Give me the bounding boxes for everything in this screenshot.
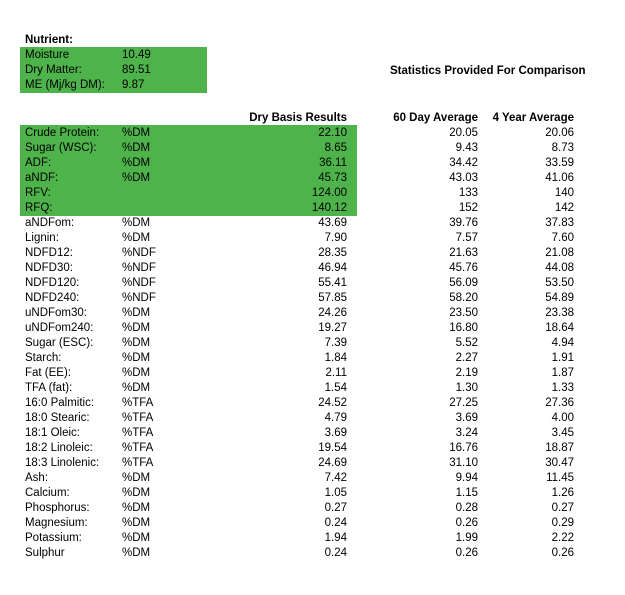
row-4-year-value: 4.00: [551, 412, 574, 424]
row-nutrient-name: 18:2 Linoleic:: [25, 442, 93, 454]
summary-label: Moisture: [25, 49, 70, 61]
row-unit: %DM: [122, 157, 151, 169]
row-dry-basis-value: 1.84: [324, 352, 347, 364]
row-4-year-value: 18.64: [545, 322, 574, 334]
row-nutrient-name: RFQ:: [25, 202, 53, 214]
row-4-year-value: 1.33: [551, 382, 574, 394]
row-4-year-value: 37.83: [545, 217, 574, 229]
row-dry-basis-value: 46.94: [318, 262, 347, 274]
row-60-day-value: 9.94: [455, 472, 478, 484]
row-nutrient-name: Phosphorus:: [25, 502, 90, 514]
row-60-day-value: 43.03: [449, 172, 478, 184]
summary-value: 10.49: [122, 49, 151, 61]
row-nutrient-name: Calcium:: [25, 487, 70, 499]
row-unit: %DM: [122, 217, 151, 229]
row-unit: %NDF: [122, 277, 156, 289]
row-nutrient-name: 18:1 Oleic:: [25, 427, 80, 439]
col-header-60-day: 60 Day Average: [393, 112, 478, 124]
row-dry-basis-value: 19.54: [318, 442, 347, 454]
row-dry-basis-value: 36.11: [319, 157, 347, 169]
row-60-day-value: 1.15: [455, 487, 478, 499]
row-unit: %DM: [122, 517, 151, 529]
row-dry-basis-value: 1.54: [324, 382, 347, 394]
row-dry-basis-value: 19.27: [318, 322, 347, 334]
row-4-year-value: 4.94: [551, 337, 574, 349]
row-nutrient-name: Sugar (ESC):: [25, 337, 94, 349]
row-nutrient-name: Starch:: [25, 352, 62, 364]
row-unit: %DM: [122, 352, 151, 364]
row-nutrient-name: Lignin:: [25, 232, 59, 244]
row-dry-basis-value: 24.26: [318, 307, 347, 319]
row-60-day-value: 23.50: [449, 307, 478, 319]
row-unit: %DM: [122, 502, 151, 514]
row-nutrient-name: uNDFom240:: [25, 322, 94, 334]
row-unit: %NDF: [122, 262, 156, 274]
row-60-day-value: 1.99: [455, 532, 478, 544]
row-60-day-value: 45.76: [449, 262, 478, 274]
summary-label: ME (Mj/kg DM):: [25, 79, 105, 91]
row-dry-basis-value: 57.85: [318, 292, 347, 304]
row-4-year-value: 140: [554, 187, 574, 199]
row-nutrient-name: NDFD12:: [25, 247, 73, 259]
row-unit: %DM: [122, 487, 151, 499]
row-4-year-value: 0.29: [551, 517, 574, 529]
row-unit: %NDF: [122, 247, 156, 259]
row-nutrient-name: Ash:: [25, 472, 49, 484]
row-nutrient-name: uNDFom30:: [25, 307, 87, 319]
row-nutrient-name: Crude Protein:: [25, 127, 100, 139]
row-unit: %TFA: [122, 412, 154, 424]
row-dry-basis-value: 2.11: [325, 367, 347, 379]
row-60-day-value: 27.25: [449, 397, 478, 409]
stats-title: Statistics Provided For Comparison: [390, 65, 586, 77]
row-dry-basis-value: 3.69: [324, 427, 347, 439]
col-header-dry-basis: Dry Basis Results: [249, 112, 347, 124]
row-nutrient-name: NDFD240:: [25, 292, 80, 304]
row-unit: %NDF: [122, 292, 156, 304]
row-4-year-value: 142: [554, 202, 574, 214]
row-60-day-value: 21.63: [449, 247, 478, 259]
row-unit: %DM: [122, 232, 151, 244]
row-60-day-value: 0.26: [455, 547, 478, 559]
row-4-year-value: 21.08: [545, 247, 574, 259]
row-4-year-value: 0.26: [551, 547, 574, 559]
row-4-year-value: 2.22: [551, 532, 574, 544]
row-60-day-value: 16.80: [449, 322, 478, 334]
row-nutrient-name: TFA (fat):: [25, 382, 73, 394]
row-4-year-value: 33.59: [545, 157, 574, 169]
row-dry-basis-value: 24.69: [318, 457, 347, 469]
row-4-year-value: 27.36: [545, 397, 574, 409]
row-60-day-value: 0.26: [455, 517, 478, 529]
row-nutrient-name: NDFD120:: [25, 277, 80, 289]
row-4-year-value: 0.27: [551, 502, 574, 514]
row-nutrient-name: 18:0 Stearic:: [25, 412, 90, 424]
row-60-day-value: 20.05: [449, 127, 478, 139]
row-unit: %DM: [122, 127, 151, 139]
row-dry-basis-value: 28.35: [318, 247, 347, 259]
row-60-day-value: 3.69: [455, 412, 478, 424]
row-4-year-value: 53.50: [545, 277, 574, 289]
row-60-day-value: 2.19: [455, 367, 478, 379]
row-dry-basis-value: 7.90: [324, 232, 347, 244]
row-unit: %DM: [122, 322, 151, 334]
row-nutrient-name: NDFD30:: [25, 262, 73, 274]
row-dry-basis-value: 1.94: [324, 532, 347, 544]
row-60-day-value: 133: [458, 187, 478, 199]
row-4-year-value: 23.38: [545, 307, 574, 319]
row-60-day-value: 3.24: [455, 427, 478, 439]
row-nutrient-name: aNDFom:: [25, 217, 75, 229]
summary-value: 89.51: [122, 64, 151, 76]
row-4-year-value: 3.45: [551, 427, 574, 439]
row-dry-basis-value: 7.42: [324, 472, 347, 484]
row-unit: %DM: [122, 337, 151, 349]
row-unit: %TFA: [122, 442, 154, 454]
row-4-year-value: 1.26: [551, 487, 574, 499]
row-4-year-value: 1.87: [551, 367, 574, 379]
row-60-day-value: 1.30: [455, 382, 478, 394]
row-nutrient-name: Fat (EE):: [25, 367, 72, 379]
row-60-day-value: 31.10: [449, 457, 478, 469]
row-nutrient-name: 18:3 Linolenic:: [25, 457, 100, 469]
row-dry-basis-value: 45.73: [318, 172, 347, 184]
row-unit: %DM: [122, 307, 151, 319]
col-header-4-year: 4 Year Average: [492, 112, 574, 124]
row-dry-basis-value: 124.00: [311, 187, 347, 199]
row-unit: %TFA: [122, 397, 154, 409]
row-dry-basis-value: 0.27: [324, 502, 347, 514]
row-nutrient-name: ADF:: [25, 157, 52, 169]
row-60-day-value: 152: [458, 202, 478, 214]
row-nutrient-name: aNDF:: [25, 172, 59, 184]
row-dry-basis-value: 7.39: [324, 337, 347, 349]
row-dry-basis-value: 8.65: [324, 142, 347, 154]
row-4-year-value: 30.47: [545, 457, 574, 469]
row-dry-basis-value: 4.79: [324, 412, 347, 424]
row-60-day-value: 5.52: [455, 337, 478, 349]
row-60-day-value: 7.57: [455, 232, 478, 244]
row-60-day-value: 0.28: [455, 502, 478, 514]
row-4-year-value: 18.87: [545, 442, 574, 454]
row-nutrient-name: Sulphur: [25, 547, 65, 559]
row-dry-basis-value: 43.69: [318, 217, 347, 229]
row-60-day-value: 58.20: [449, 292, 478, 304]
row-nutrient-name: 16:0 Palmitic:: [25, 397, 95, 409]
row-dry-basis-value: 24.52: [318, 397, 347, 409]
row-nutrient-name: Sugar (WSC):: [25, 142, 97, 154]
row-dry-basis-value: 1.05: [324, 487, 347, 499]
row-unit: %TFA: [122, 427, 154, 439]
row-60-day-value: 39.76: [449, 217, 478, 229]
row-4-year-value: 20.06: [545, 127, 574, 139]
row-unit: %DM: [122, 532, 151, 544]
row-unit: %DM: [122, 547, 151, 559]
row-dry-basis-value: 22.10: [318, 127, 347, 139]
row-60-day-value: 9.43: [455, 142, 478, 154]
row-nutrient-name: Potassium:: [25, 532, 82, 544]
row-unit: %DM: [122, 472, 151, 484]
nutrient-title: Nutrient:: [25, 34, 73, 46]
row-unit: %DM: [122, 172, 151, 184]
row-4-year-value: 54.89: [545, 292, 574, 304]
row-4-year-value: 7.60: [551, 232, 574, 244]
summary-label: Dry Matter:: [25, 64, 82, 76]
row-dry-basis-value: 0.24: [324, 547, 347, 559]
row-dry-basis-value: 140.12: [311, 202, 347, 214]
row-unit: %DM: [122, 382, 151, 394]
row-nutrient-name: Magnesium:: [25, 517, 88, 529]
row-4-year-value: 11.45: [546, 472, 574, 484]
row-60-day-value: 16.76: [449, 442, 478, 454]
row-dry-basis-value: 55.41: [318, 277, 347, 289]
row-nutrient-name: RFV:: [25, 187, 51, 199]
row-4-year-value: 8.73: [551, 142, 574, 154]
row-4-year-value: 44.08: [545, 262, 574, 274]
row-60-day-value: 2.27: [455, 352, 478, 364]
row-60-day-value: 34.42: [449, 157, 478, 169]
row-4-year-value: 1.91: [551, 352, 574, 364]
row-60-day-value: 56.09: [449, 277, 478, 289]
row-4-year-value: 41.06: [545, 172, 574, 184]
row-dry-basis-value: 0.24: [324, 517, 347, 529]
summary-value: 9.87: [122, 79, 145, 91]
row-unit: %DM: [122, 367, 151, 379]
row-unit: %DM: [122, 142, 151, 154]
row-unit: %TFA: [122, 457, 154, 469]
